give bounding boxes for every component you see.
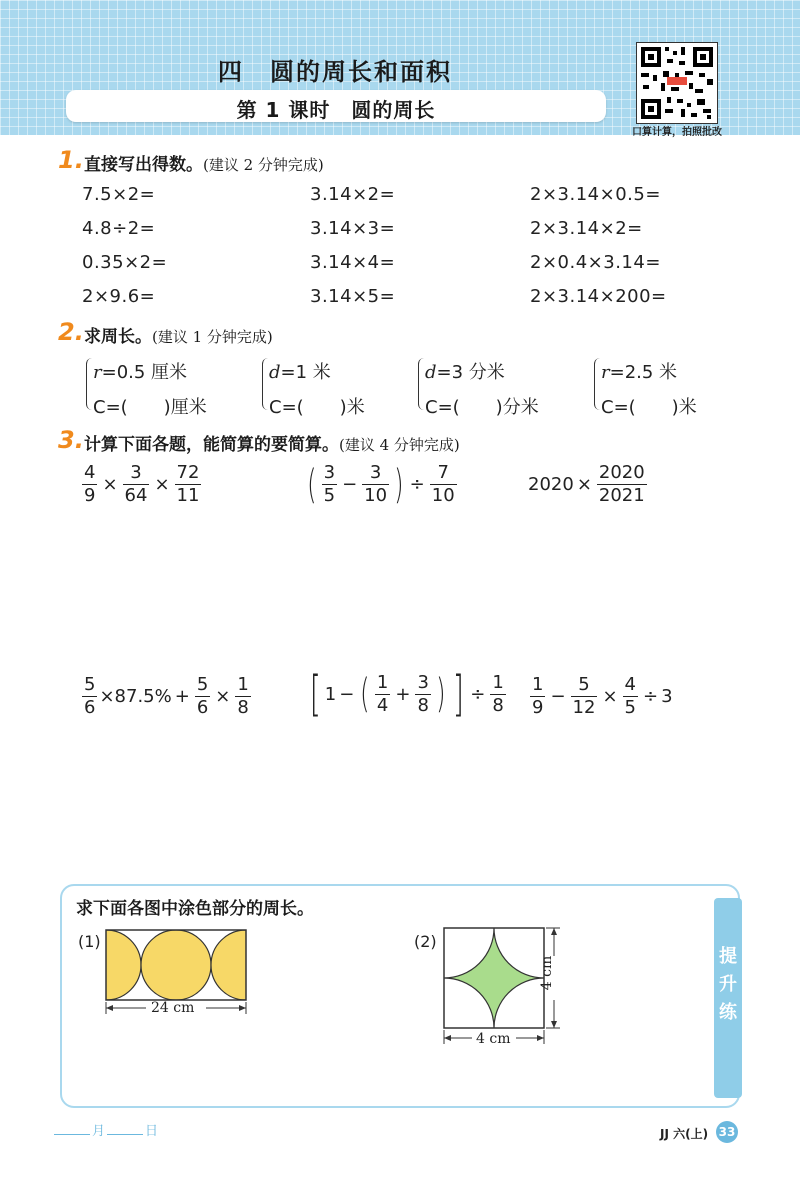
- denominator: 11: [176, 485, 200, 506]
- whole-number: 3: [661, 686, 673, 707]
- q2-title: [84, 322, 273, 347]
- operator: ÷: [643, 686, 659, 707]
- q3-note: (建议 4 分钟完成): [339, 436, 460, 454]
- q2-given-value: =1 米: [280, 362, 331, 383]
- q2-given: [425, 358, 505, 384]
- practice-title: 求下面各图中涂色部分的周长。: [76, 899, 314, 919]
- close-bracket: ]: [452, 666, 464, 722]
- q2-var: d: [425, 362, 437, 383]
- lesson-title: 第 1 课时 圆的周长: [236, 98, 436, 122]
- fraction: [597, 462, 647, 507]
- q1-expr: 3.14×5=: [310, 286, 396, 307]
- q1-expr: 3.14×3=: [310, 218, 396, 239]
- q3-expression-3: [528, 462, 649, 507]
- denominator: 8: [417, 694, 429, 716]
- q1-title: [84, 150, 324, 175]
- operator: +: [395, 683, 411, 705]
- numerator: 5: [84, 674, 96, 695]
- day-label: 日: [145, 1124, 159, 1139]
- denominator: 10: [431, 485, 455, 506]
- numerator: 4: [624, 674, 636, 695]
- q1-expr: 2×9.6=: [82, 286, 156, 307]
- operator: +: [174, 686, 190, 707]
- fraction: [195, 674, 210, 719]
- numerator: 2020: [598, 462, 645, 483]
- figure-2-label: (2): [414, 932, 437, 951]
- fraction: [530, 674, 545, 719]
- q3-expression-2: [304, 462, 459, 507]
- denominator: 12: [572, 697, 596, 718]
- q1-expr: 4.8÷2=: [82, 218, 156, 239]
- fraction: [490, 672, 505, 717]
- lesson-bar: [66, 90, 606, 122]
- fraction: [235, 674, 250, 719]
- whole-number: 2020: [528, 474, 574, 495]
- page-number: 33: [716, 1121, 738, 1143]
- operator: −: [339, 683, 355, 705]
- denominator: 9: [532, 697, 544, 718]
- q1-expr: 7.5×2=: [82, 184, 156, 205]
- operator: ×: [215, 686, 231, 707]
- side-tab-char: 升: [719, 974, 737, 995]
- whole-number: 1: [324, 683, 337, 705]
- operator: ÷: [470, 683, 486, 705]
- denominator: 6: [196, 697, 209, 718]
- q2-given-value: =2.5 米: [609, 362, 678, 383]
- q3-title: [84, 430, 460, 455]
- fraction: [375, 672, 390, 717]
- numerator: 1: [376, 671, 389, 693]
- numerator: 3: [130, 462, 142, 483]
- figure-2-dimension-side: 4 cm: [539, 955, 556, 991]
- q2-given: [269, 358, 331, 384]
- fraction: [430, 462, 457, 507]
- q2-title-text: 求周长。: [84, 327, 152, 347]
- q3-title-text: 计算下面各题，能简算的要简算。: [84, 435, 339, 455]
- date-field: [52, 1120, 158, 1139]
- qr-code-pattern: [637, 43, 717, 123]
- q3-number: 3.: [58, 426, 84, 454]
- fraction: [123, 462, 150, 507]
- operator: ×: [576, 474, 592, 495]
- fraction: [322, 462, 337, 507]
- denominator: 10: [364, 485, 388, 506]
- q1-title-text: 直接写出得数。: [84, 155, 203, 175]
- numerator: 3: [369, 462, 382, 483]
- q2-answer: C=( )分米: [425, 397, 539, 418]
- figure-1-label: (1): [78, 932, 101, 951]
- numerator: 5: [578, 674, 590, 695]
- close-paren: ): [394, 461, 404, 508]
- open-paren: (: [360, 671, 370, 717]
- month-blank[interactable]: [54, 1134, 90, 1135]
- q2-given-value: =0.5 厘米: [101, 362, 188, 383]
- fraction: [82, 674, 97, 719]
- q1-number: 1.: [58, 146, 84, 174]
- numerator: 1: [237, 674, 249, 695]
- q2-given: [601, 358, 677, 384]
- q1-expr: 2×3.14×2=: [530, 218, 643, 239]
- close-paren: ): [436, 671, 446, 717]
- percent-term: ×87.5%: [99, 686, 172, 707]
- numerator: 4: [84, 462, 96, 483]
- q1-expr: 3.14×4=: [310, 252, 396, 273]
- operator: −: [342, 474, 358, 495]
- open-bracket: [: [309, 666, 321, 722]
- denominator: 9: [84, 485, 96, 506]
- q1-expr: 3.14×2=: [310, 184, 396, 205]
- q1-expr: 2×3.14×0.5=: [530, 184, 661, 205]
- denominator: 8: [492, 694, 504, 716]
- q2-var: r: [93, 362, 102, 383]
- denominator: 2021: [598, 485, 645, 506]
- denominator: 8: [237, 697, 249, 718]
- numerator: 72: [176, 462, 200, 483]
- figure-1-dimension: 24 cm: [151, 1000, 195, 1016]
- qr-code[interactable]: [636, 42, 718, 124]
- month-label: 月: [92, 1124, 106, 1139]
- day-blank[interactable]: [107, 1134, 143, 1135]
- fraction: [362, 462, 389, 507]
- side-tab-char: 练: [719, 1002, 737, 1023]
- q2-answer: C=( )厘米: [93, 397, 207, 418]
- q2-given-value: =3 分米: [436, 362, 505, 383]
- fraction: [623, 674, 638, 719]
- q3-expression-6: [528, 674, 673, 719]
- q1-expr: 2×0.4×3.14=: [530, 252, 661, 273]
- denominator: 4: [376, 694, 389, 716]
- fraction: [571, 674, 598, 719]
- q3-expression-5: [306, 666, 508, 722]
- book-label: JJ 六(上): [660, 1127, 709, 1141]
- unit-title: 四 圆的周长和面积: [218, 58, 452, 86]
- q2-var: r: [601, 362, 610, 383]
- fraction: [82, 462, 97, 507]
- q2-number: 2.: [58, 318, 84, 346]
- q2-answer: C=( )米: [269, 397, 365, 418]
- q1-expr: 2×3.14×200=: [530, 286, 667, 307]
- numerator: 3: [417, 671, 429, 693]
- q2-answer: C=( )米: [601, 397, 697, 418]
- operator: ×: [602, 686, 618, 707]
- q2-var: d: [269, 362, 281, 383]
- side-tab: [714, 898, 742, 1098]
- q1-expr: 0.35×2=: [82, 252, 168, 273]
- numerator: 3: [323, 462, 336, 483]
- operator: −: [550, 686, 566, 707]
- operator: ×: [154, 474, 170, 495]
- fraction: [415, 672, 430, 717]
- numerator: 1: [492, 671, 504, 693]
- q2-note: (建议 1 分钟完成): [152, 328, 273, 346]
- denominator: 64: [124, 485, 148, 506]
- denominator: 5: [323, 485, 336, 506]
- numerator: 7: [437, 462, 449, 483]
- denominator: 6: [84, 697, 96, 718]
- numerator: 1: [532, 674, 544, 695]
- fraction: [175, 462, 202, 507]
- side-tab-char: 提: [719, 946, 737, 967]
- q2-given: [93, 358, 187, 384]
- q3-expression-4: [80, 674, 253, 719]
- figure-2-dimension-bottom: 4 cm: [476, 1031, 511, 1047]
- operator: ×: [102, 474, 118, 495]
- open-paren: (: [307, 461, 317, 508]
- qr-caption: 口算计算，拍照批改: [632, 127, 722, 138]
- numerator: 5: [196, 674, 209, 695]
- q1-note: (建议 2 分钟完成): [203, 156, 324, 174]
- operator: ÷: [409, 474, 425, 495]
- q3-expression-1: [80, 462, 203, 507]
- denominator: 5: [624, 697, 636, 718]
